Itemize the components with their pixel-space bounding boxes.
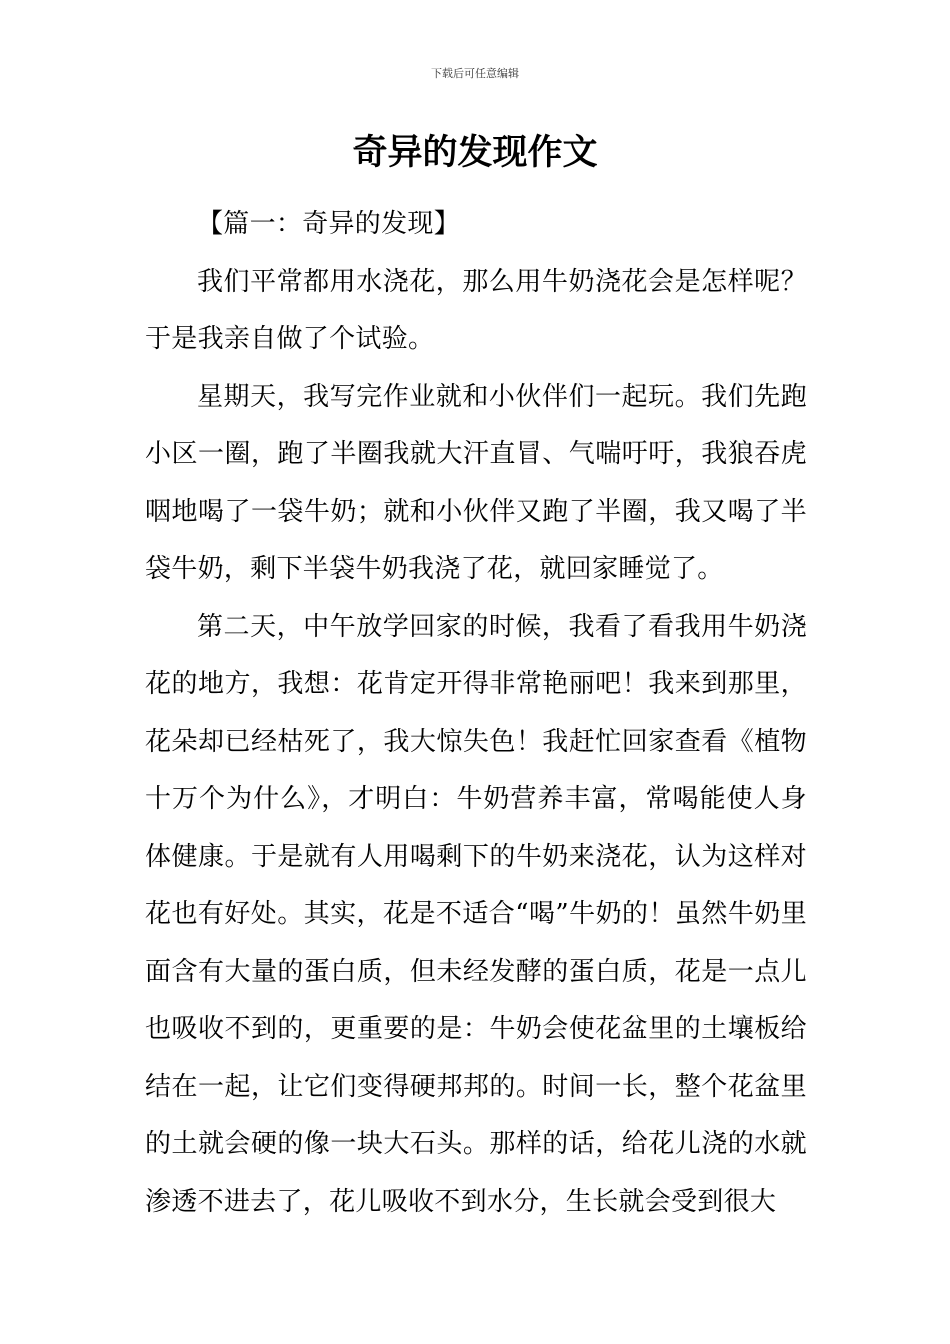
document-body xyxy=(145,196,807,1231)
document-title: 奇异的发现作文 xyxy=(352,133,598,173)
header-note: 下载后可任意编辑 xyxy=(431,67,519,80)
paragraph-2: 星期天，我写完作业就和小伙伴们一起玩。我们先跑小区一圈，跑了半圈我就大汗直冒、气喘吁吁，我狼吞虎咽地喝了一袋牛奶；就和小伙伴又跑了半圈，我又喝了半袋牛奶，剩下半袋牛奶我浇了花，就回家睡觉了。 xyxy=(145,381,807,584)
paragraph-3: 第二天，中午放学回家的时候，我看了看我用牛奶浇花的地方，我想：花肯定开得非常艳丽吧！我来到那里，花朵却已经枯死了，我大惊失色！我赶忙回家查看《植物十万个为什么》，才明白：牛奶营养丰富，常喝能使人身体健康。于是就有人用喝剩下的牛奶来浇花，认为这样对花也有好处。其实，花是不适合“喝”牛奶的！虽然牛奶里面含有大量的蛋白质，但未经发酵的蛋白质，花是一点儿也吸收不到的，更重要的是：牛奶会使花盆里的土壤板给结在一起，让它们变得硬邦邦的。时间一长，整个花盆里的土就会硬的像一块大石头。那样的话，给花儿浇的水就渗透不进去了，花儿吸收不到水分，生长就会受到很大 xyxy=(145,611,807,1217)
paragraph-1: 我们平常都用水浇花，那么用牛奶浇花会是怎样呢？于是我亲自做了个试验。 xyxy=(145,266,807,354)
section-label: 【篇一：奇异的发现】 xyxy=(197,209,461,239)
